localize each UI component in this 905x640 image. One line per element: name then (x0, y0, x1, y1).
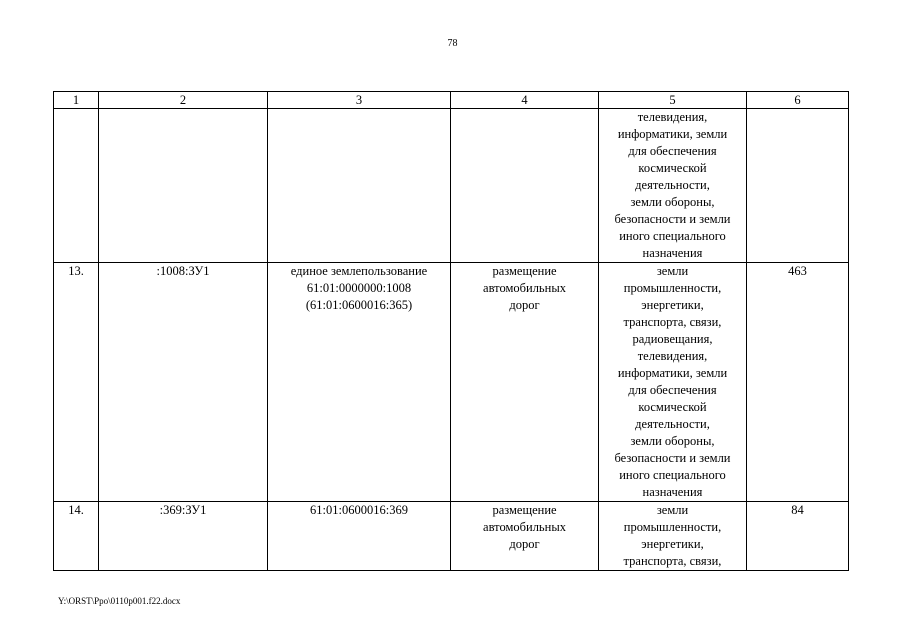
description-cell: 61:01:0600016:369 (268, 502, 451, 571)
row-number-cell: 13. (54, 263, 99, 502)
description-cell (268, 109, 451, 263)
column-header: 3 (268, 92, 451, 109)
table-row (54, 109, 849, 263)
column-header: 4 (451, 92, 599, 109)
column-header: 5 (599, 92, 747, 109)
area-cell: 463 (747, 263, 849, 502)
row-number-cell (54, 109, 99, 263)
land-plots-table (53, 91, 849, 571)
column-header: 6 (747, 92, 849, 109)
document-file-path: Y:\ORST\Ppo\0110p001.f22.docx (58, 596, 181, 606)
table-header-row (54, 92, 849, 109)
plot-id-cell: :1008:ЗУ1 (99, 263, 268, 502)
column-header: 1 (54, 92, 99, 109)
row-number-cell: 14. (54, 502, 99, 571)
area-cell (747, 109, 849, 263)
purpose-cell: размещение автомобильных дорог (451, 263, 599, 502)
land-category-cell: телевидения, информатики, земли для обеспечения космической деятельности, земли обороны, безопасности и земли иного специального назначения (599, 109, 747, 263)
land-category-cell: земли промышленности, энергетики, транспорта, связи, (599, 502, 747, 571)
table-row (54, 263, 849, 502)
area-cell: 84 (747, 502, 849, 571)
table-row (54, 502, 849, 571)
page-number: 78 (447, 38, 458, 49)
description-cell: единое землепользование 61:01:0000000:1008 (61:01:0600016:365) (268, 263, 451, 502)
column-header: 2 (99, 92, 268, 109)
land-category-cell: земли промышленности, энергетики, транспорта, связи, радиовещания, телевидения, информатики, земли для обеспечения космической деятельности, земли обороны, безопасности и земли иного специального назначения (599, 263, 747, 502)
plot-id-cell: :369:ЗУ1 (99, 502, 268, 571)
plot-id-cell (99, 109, 268, 263)
purpose-cell: размещение автомобильных дорог (451, 502, 599, 571)
purpose-cell (451, 109, 599, 263)
